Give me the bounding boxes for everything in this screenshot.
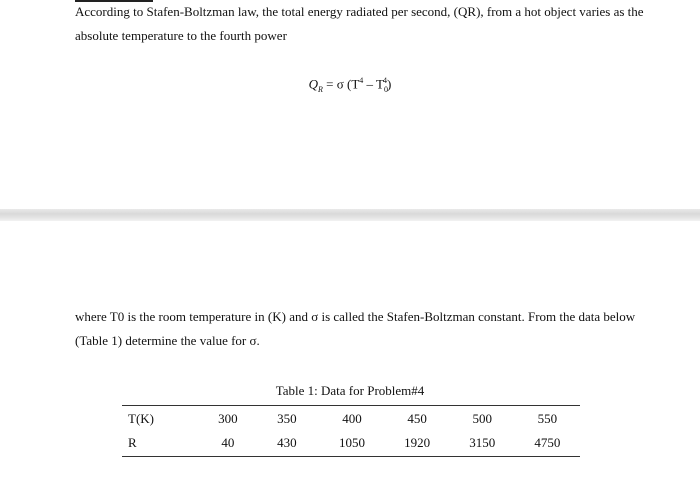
intro-paragraph — [75, 0, 645, 48]
equation-sup-1: 4 — [359, 76, 364, 85]
table-cell: 350 — [254, 406, 319, 431]
equation-minus: – T — [363, 76, 384, 92]
table-caption — [0, 383, 700, 399]
equation-close: ) — [387, 76, 392, 92]
intro-text: According to Stafen-Boltzman law, the total energy radiated per second, (QR), from a hot object varies as the absolute temperature to the fourth power — [75, 4, 644, 43]
page-divider — [0, 209, 700, 221]
table-cell: 3150 — [450, 430, 515, 457]
table-cell: 550 — [515, 406, 580, 431]
table-cell: 450 — [385, 406, 450, 431]
explanation-text: where T0 is the room temperature in (K) and σ is called the Stafen-Boltzman constant. From the data below (Table 1) determine the value for σ. — [75, 309, 636, 348]
table-cell: 430 — [254, 430, 319, 457]
table-cell: 1050 — [319, 430, 384, 457]
row-label-r: R — [122, 430, 201, 457]
table-cell: 40 — [201, 430, 254, 457]
table-cell: 1920 — [385, 430, 450, 457]
table-caption-text: Table 1: Data for Problem#4 — [275, 383, 425, 398]
explanation-paragraph — [75, 305, 645, 353]
table-cell: 400 — [319, 406, 384, 431]
equation-sub-0: 0 — [384, 84, 388, 94]
stefan-boltzmann-equation — [0, 76, 700, 94]
equation-sup-2: 4 — [383, 76, 387, 85]
table-row-temperature — [122, 406, 580, 431]
equation-eq: = σ (T — [322, 76, 360, 92]
row-label-temperature: T(K) — [122, 406, 201, 431]
table-cell: 500 — [450, 406, 515, 431]
equation-lhs: Q — [308, 76, 319, 92]
table-cell: 4750 — [515, 430, 580, 457]
equation-lhs-subscript: R — [318, 84, 323, 94]
table-cell: 300 — [201, 406, 254, 431]
data-table — [122, 405, 580, 457]
table-row-r — [122, 430, 580, 457]
